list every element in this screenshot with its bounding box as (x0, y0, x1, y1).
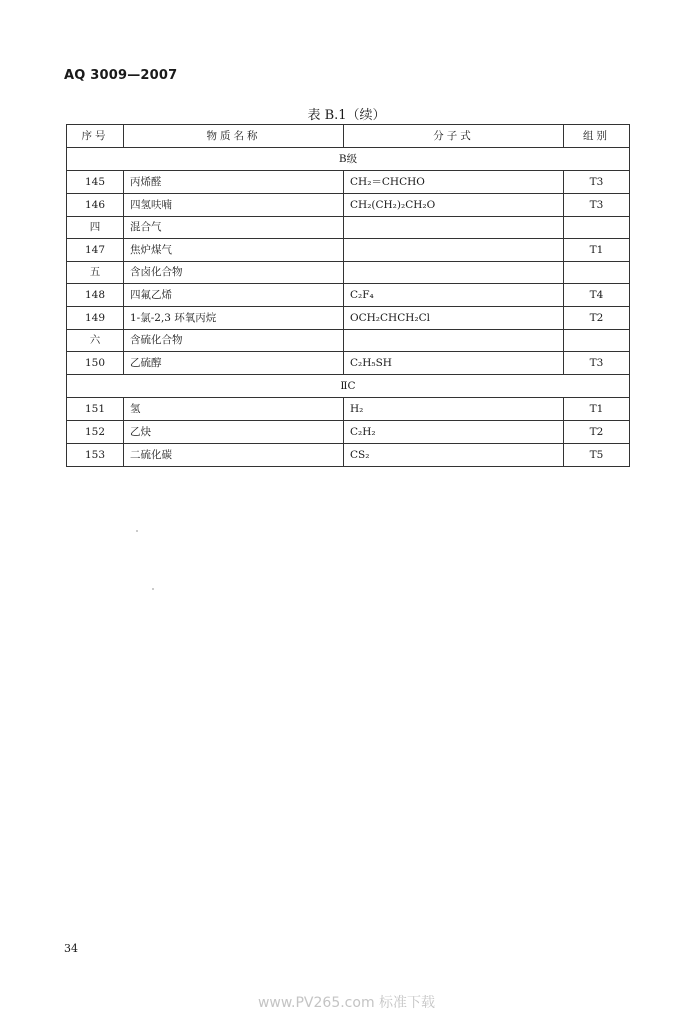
table-category-row (67, 217, 630, 239)
temperature-group-cell: T2 (564, 307, 630, 330)
substance-name-cell: 乙炔 (124, 421, 344, 444)
substance-name-cell: 氢 (124, 398, 344, 421)
molecular-formula-cell (344, 217, 564, 239)
molecular-formula-cell: CS₂ (344, 444, 564, 467)
molecular-formula-cell: C₂H₂ (344, 421, 564, 444)
table-row (67, 284, 630, 307)
table-row (67, 444, 630, 467)
table-header-row (67, 125, 630, 148)
serial-number-cell: 153 (67, 444, 124, 467)
scan-speck (136, 530, 138, 532)
temperature-group-cell: T4 (564, 284, 630, 307)
molecular-formula-cell (344, 239, 564, 262)
table-body (67, 148, 630, 467)
substance-name-cell: 丙烯醛 (124, 171, 344, 194)
substance-name-cell: 二硫化碳 (124, 444, 344, 467)
temperature-group-cell: T5 (564, 444, 630, 467)
substance-name-cell: 1-氯-2,3 环氧丙烷 (124, 307, 344, 330)
substance-table (66, 124, 630, 467)
molecular-formula-cell: OCH₂CHCH₂Cl (344, 307, 564, 330)
serial-number-cell: 145 (67, 171, 124, 194)
table-section-row (67, 375, 630, 398)
substance-name-cell: 含卤化合物 (124, 262, 344, 284)
serial-number-cell: 151 (67, 398, 124, 421)
serial-number-cell: 149 (67, 307, 124, 330)
substance-name-cell: 四氢呋喃 (124, 194, 344, 217)
serial-number-cell: 六 (67, 330, 124, 352)
temperature-group-cell (564, 330, 630, 352)
table-row (67, 307, 630, 330)
molecular-formula-cell (344, 262, 564, 284)
serial-number-cell: 152 (67, 421, 124, 444)
molecular-formula-cell: H₂ (344, 398, 564, 421)
table-row (67, 352, 630, 375)
molecular-formula-cell: C₂F₄ (344, 284, 564, 307)
serial-number-cell: 150 (67, 352, 124, 375)
serial-number-cell: 五 (67, 262, 124, 284)
table-row (67, 171, 630, 194)
table-row (67, 194, 630, 217)
temperature-group-cell: T3 (564, 352, 630, 375)
watermark: www.PV265.com 标准下载 (257, 995, 436, 1011)
table-section-row (67, 148, 630, 171)
section-label: B级 (67, 148, 630, 171)
header-molecular-formula: 分子式 (344, 125, 564, 148)
molecular-formula-cell: CH₂＝CHCHO (344, 171, 564, 194)
temperature-group-cell: T1 (564, 398, 630, 421)
header-substance-name: 物质名称 (124, 125, 344, 148)
standard-code: AQ 3009—2007 (64, 68, 178, 83)
table-row (67, 398, 630, 421)
table-row (67, 239, 630, 262)
substance-name-cell: 焦炉煤气 (124, 239, 344, 262)
header-temperature-group: 组别 (564, 125, 630, 148)
temperature-group-cell (564, 217, 630, 239)
substance-name-cell: 含硫化合物 (124, 330, 344, 352)
table-row (67, 421, 630, 444)
temperature-group-cell: T3 (564, 194, 630, 217)
table-category-row (67, 330, 630, 352)
substance-name-cell: 混合气 (124, 217, 344, 239)
section-label: ⅡC (67, 375, 630, 398)
molecular-formula-cell: CH₂(CH₂)₂CH₂O (344, 194, 564, 217)
molecular-formula-cell (344, 330, 564, 352)
temperature-group-cell: T1 (564, 239, 630, 262)
serial-number-cell: 148 (67, 284, 124, 307)
temperature-group-cell: T2 (564, 421, 630, 444)
scan-speck (152, 588, 154, 590)
serial-number-cell: 146 (67, 194, 124, 217)
table-category-row (67, 262, 630, 284)
serial-number-cell: 147 (67, 239, 124, 262)
serial-number-cell: 四 (67, 217, 124, 239)
substance-name-cell: 乙硫醇 (124, 352, 344, 375)
substance-name-cell: 四氟乙烯 (124, 284, 344, 307)
header-serial-number: 序号 (67, 125, 124, 148)
page-number: 34 (64, 942, 78, 955)
temperature-group-cell: T3 (564, 171, 630, 194)
temperature-group-cell (564, 262, 630, 284)
molecular-formula-cell: C₂H₅SH (344, 352, 564, 375)
table-title: 表 B.1（续） (307, 108, 386, 123)
